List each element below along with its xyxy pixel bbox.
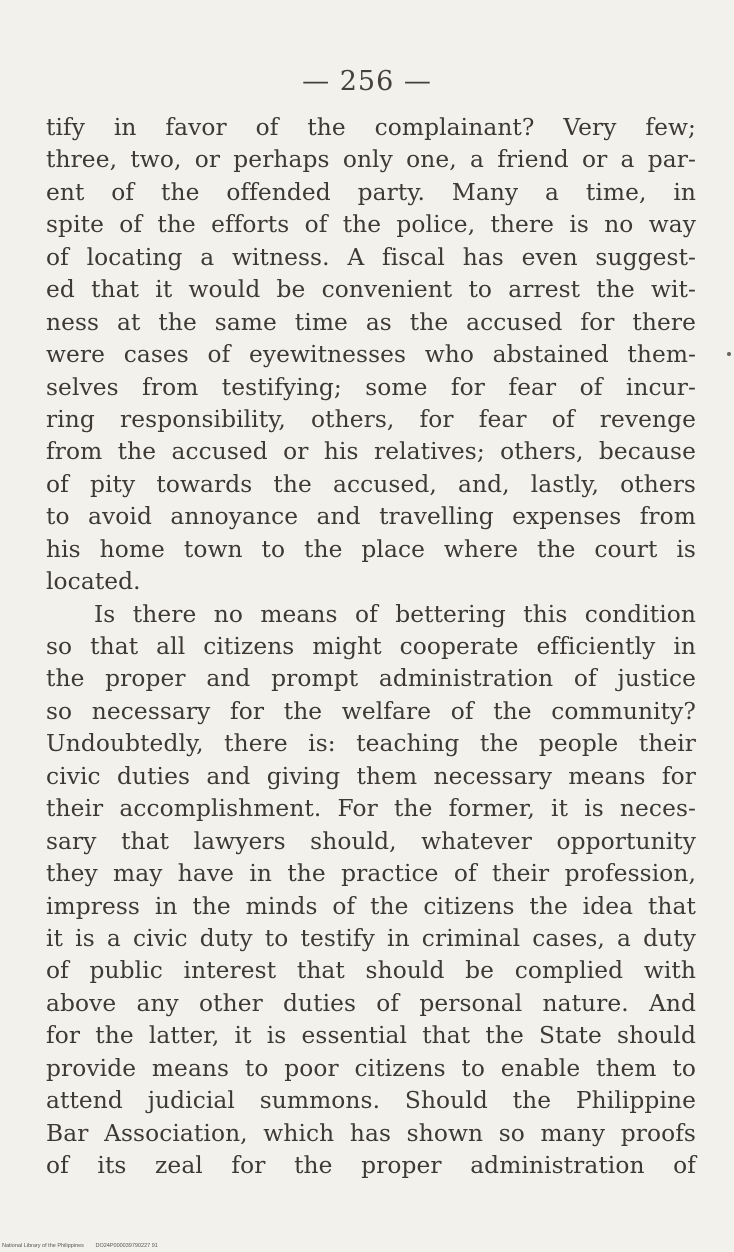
text-line: ent of the offended party. Many a time, in (46, 178, 696, 206)
text-line: of pity towards the accused, and, lastly, others (46, 470, 696, 498)
text-line: provide means to poor citizens to enable them to (46, 1054, 696, 1082)
text-line: his home town to the place where the court is (46, 535, 696, 563)
text-line: spite of the efforts of the police, there is no way (46, 211, 696, 239)
text-line: their accomplishment. For the former, it is neces- (46, 795, 696, 823)
text-line: they may have in the practice of their profession, (46, 860, 696, 888)
text-line: ring responsibility, others, for fear of revenge (46, 405, 696, 433)
text-line: for the latter, it is essential that the State should (46, 1022, 696, 1050)
text-line: from the accused or his relatives; others, because (46, 438, 696, 466)
text-line: of its zeal for the proper administration of (46, 1152, 696, 1179)
text-line: Is there no means of bettering this condition (94, 600, 696, 628)
text-line: civic duties and giving them necessary means for (46, 762, 696, 790)
text-line: so necessary for the welfare of the community? (46, 697, 696, 725)
scan-footer (2, 1243, 158, 1249)
text-line: sary that lawyers should, whatever opportunity (46, 827, 696, 855)
text-line: of public interest that should be complied with (46, 957, 696, 985)
text-line: were cases of eyewitnesses who abstained them- (46, 341, 696, 369)
text-line: selves from testifying; some for fear of incur- (46, 373, 696, 401)
text-line: it is a civic duty to testify in criminal cases, a duty (46, 924, 696, 952)
text-line: tify in favor of the complainant? Very few; (46, 114, 696, 141)
text-line: ed that it would be convenient to arrest the wit- (46, 276, 696, 304)
text-line: impress in the minds of the citizens the idea that (46, 892, 696, 920)
paragraph-1 (46, 112, 696, 599)
text-line: above any other duties of personal nature. And (46, 989, 696, 1017)
page-number: — 256 — (302, 66, 432, 97)
text-line: of locating a witness. A fiscal has even suggest- (46, 243, 696, 271)
text-line: three, two, or perhaps only one, a friend or a par- (46, 146, 696, 174)
text-line: ness at the same time as the accused for there (46, 308, 696, 336)
text-line: to avoid annoyance and travelling expenses from (46, 503, 696, 531)
paragraph-2 (46, 599, 696, 1183)
text-line: the proper and prompt administration of justice (46, 665, 696, 693)
text-line: attend judicial summons. Should the Philippine (46, 1087, 696, 1115)
footer-identifier: DO24P000039790227 91 (95, 1243, 158, 1249)
text-line: Undoubtedly, there is: teaching the people their (46, 730, 696, 758)
text-line: so that all citizens might cooperate efficiently in (46, 633, 696, 660)
scan-speck (727, 352, 731, 356)
footer-institution: National Library of the Philippines (2, 1243, 84, 1249)
text-line: located. (46, 568, 141, 596)
body-text (46, 112, 696, 1182)
text-line: Bar Association, which has shown so many proofs (46, 1119, 696, 1147)
